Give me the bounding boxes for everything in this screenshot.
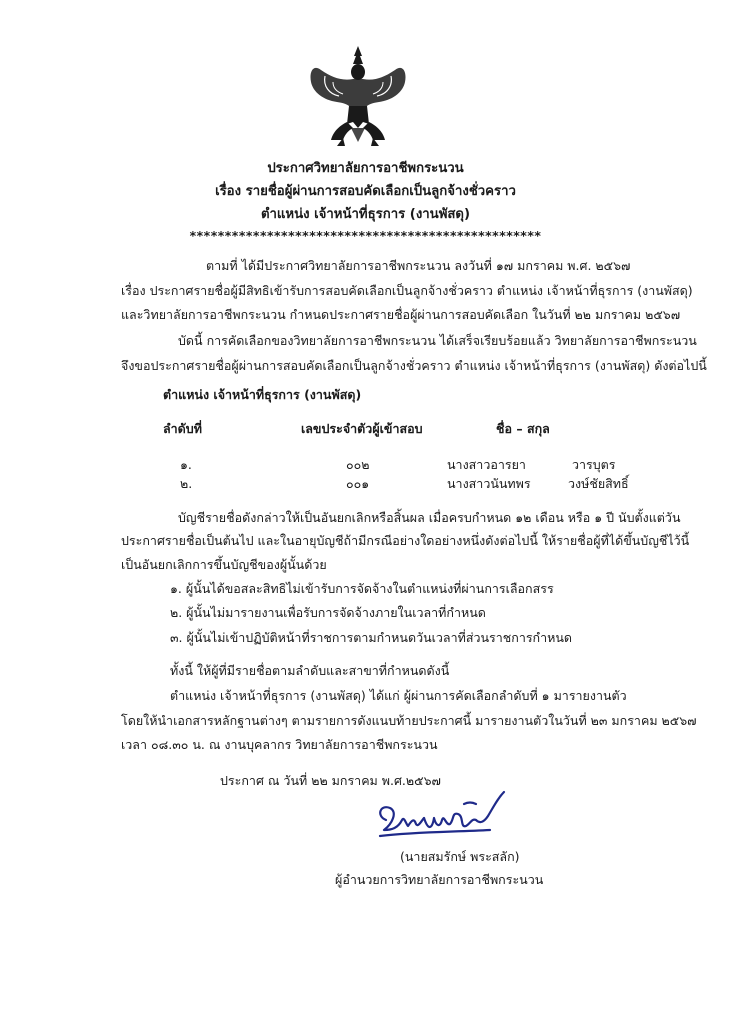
para3-line1: บัญชีรายชื่อดังกล่าวให้เป็นอันยกเลิกหรือสิ้นผล เมื่อครบกำหนด ๑๒ เดือน หรือ ๑ ปี นับตั้งแต่วัน bbox=[178, 510, 681, 525]
para4-line0: ทั้งนี้ ให้ผู้ที่มีรายชื่อตามลำดับและสาขาที่กำหนดดังนี้ bbox=[170, 663, 450, 678]
garuda-emblem-icon bbox=[303, 42, 413, 152]
row-exam-id: ๐๐๑ bbox=[346, 476, 370, 491]
org-title: ประกาศวิทยาลัยการอาชีพกระนวน bbox=[267, 161, 464, 176]
para4-line2: โดยให้นำเอกสารหลักฐานต่างๆ ตามรายการดังแนบท้ายประกาศนี้ มารายงานตัวในวันที่ ๒๓ มกราคม ๒๕๖๗ bbox=[121, 713, 697, 728]
table-header-name: ชื่อ – สกุล bbox=[496, 421, 550, 436]
condition-item: ๒. ผู้นั้นไม่มารายงานเพื่อรับการจัดจ้างภายในเวลาที่กำหนด bbox=[170, 605, 486, 620]
signer-name: (นายสมรักษ์ พระสลัก) bbox=[400, 849, 520, 864]
para4-line3: เวลา ๐๘.๓๐ น. ณ งานบุคลากร วิทยาลัยการอาชีพกระนวน bbox=[121, 737, 438, 752]
para1-line2: เรื่อง ประกาศรายชื่อผู้มีสิทธิเข้ารับการสอบคัดเลือกเป็นลูกจ้างชั่วคราว ตำแหน่ง เจ้าหน้าที่ธุรการ (งานพัสดุ) bbox=[121, 283, 693, 298]
row-order: ๒. bbox=[180, 476, 193, 491]
signature-icon bbox=[372, 790, 522, 850]
signer-title: ผู้อำนวยการวิทยาลัยการอาชีพกระนวน bbox=[335, 872, 544, 887]
para2-line1: บัดนี้ การคัดเลือกของวิทยาลัยการอาชีพกระนวน ได้เสร็จเรียบร้อยแล้ว วิทยาลัยการอาชีพกระนวน bbox=[178, 333, 697, 348]
row-last-name: วงษ์ชัยสิทธิ์ bbox=[568, 476, 629, 491]
table-header-exam-id: เลขประจำตัวผู้เข้าสอบ bbox=[301, 421, 423, 436]
row-first-name: นางสาวนันทพร bbox=[447, 476, 531, 491]
condition-item: ๓. ผู้นั้นไม่เข้าปฏิบัติหน้าที่ราชการตามกำหนดวันเวลาที่ส่วนราชการกำหนด bbox=[170, 630, 573, 645]
announcement-date: ประกาศ ณ วันที่ ๒๒ มกราคม พ.ศ.๒๕๖๗ bbox=[220, 773, 441, 788]
para1-line1: ตามที่ ได้มีประกาศวิทยาลัยการอาชีพกระนวน ลงวันที่ ๑๗ มกราคม พ.ศ. ๒๕๖๗ bbox=[206, 258, 631, 273]
row-first-name: นางสาวอารยา bbox=[447, 457, 526, 472]
separator-line: ************************************************** bbox=[189, 228, 542, 243]
row-last-name: วารบุตร bbox=[572, 457, 616, 472]
row-order: ๑. bbox=[180, 457, 192, 472]
condition-item: ๑. ผู้นั้นได้ขอสละสิทธิไม่เข้ารับการจัดจ้างในตำแหน่งที่ผ่านการเลือกสรร bbox=[170, 581, 554, 596]
position-line: ตำแหน่ง เจ้าหน้าที่ธุรการ (งานพัสดุ) bbox=[260, 207, 471, 222]
para1-line3: และวิทยาลัยการอาชีพกระนวน กำหนดประกาศรายชื่อผู้ผ่านการสอบคัดเลือก ในวันที่ ๒๒ มกราคม ๒๕๖๗ bbox=[121, 307, 681, 322]
para3-line2: ประกาศรายชื่อเป็นต้นไป และในอายุบัญชีถ้ามีกรณีอย่างใดอย่างหนึ่งดังต่อไปนี้ ให้รายชื่อผู้ที่ได้ขึ้นบัญชีไว้นี้ bbox=[121, 533, 690, 548]
table-header-order: ลำดับที่ bbox=[163, 421, 202, 436]
para4-line1: ตำแหน่ง เจ้าหน้าที่ธุรการ (งานพัสดุ) ได้แก่ ผู้ผ่านการคัดเลือกลำดับที่ ๑ มารายงานตัว bbox=[170, 688, 627, 703]
table-position-heading: ตำแหน่ง เจ้าหน้าที่ธุรการ (งานพัสดุ) bbox=[163, 387, 362, 402]
row-exam-id: ๐๐๒ bbox=[346, 457, 370, 472]
para2-line2: จึงขอประกาศรายชื่อผู้ผ่านการสอบคัดเลือกเป็นลูกจ้างชั่วคราว ตำแหน่ง เจ้าหน้าที่ธุรการ (งานพัสดุ) ดังต่อไปนี้ bbox=[121, 358, 707, 373]
para3-line3: เป็นอันยกเลิกการขึ้นบัญชีของผู้นั้นด้วย bbox=[121, 557, 327, 572]
document-subject: เรื่อง รายชื่อผู้ผ่านการสอบคัดเลือกเป็นลูกจ้างชั่วคราว bbox=[215, 184, 516, 199]
